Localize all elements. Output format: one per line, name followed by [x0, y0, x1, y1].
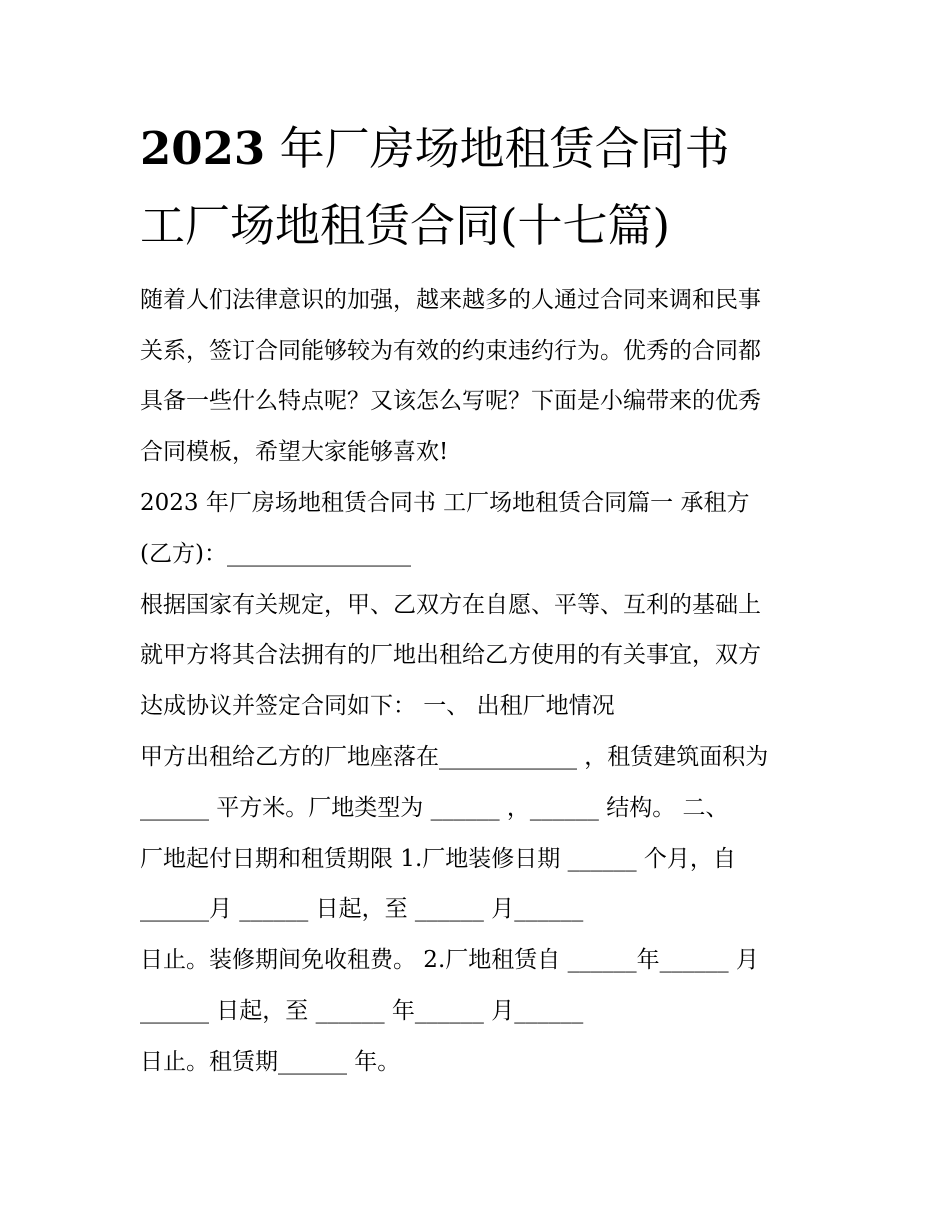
body-line-7: 根据国家有关规定，甲、乙双方在自愿、平等、互利的基础上 — [140, 592, 761, 618]
body-line-15: ______ 日起，至 ______ 年______ 月______ — [140, 998, 584, 1024]
body-line-13: ______月 ______ 日起，至 ______ 月______ — [140, 896, 584, 922]
body-line-5: 2023 年厂房场地租赁合同书 工厂场地租赁合同篇一 承租方 — [140, 490, 750, 516]
body-line-14: 日止。装修期间免收租费。 2.厂地租赁自 ______年______ 月 — [140, 947, 759, 973]
body-line-8: 就甲方将其合法拥有的厂地出租给乙方使用的有关事宜，双方 — [140, 642, 761, 668]
body-line-12: 厂地起付日期和租赁期限 1.厂地装修日期 ______ 个月，自 — [140, 846, 736, 872]
document-title-line-1 — [140, 122, 730, 175]
body-line-11: ______ 平方米。厂地类型为 ______ ，______ 结构。 二、 — [140, 795, 729, 821]
body-line-16: 日止。租赁期______ 年。 — [140, 1049, 401, 1075]
body-line-10: 甲方出租给乙方的厂地座落在____________ ，租赁建筑面积为 — [140, 744, 769, 770]
body-line-2: 关系，签订合同能够较为有效的约束违约行为。优秀的合同都 — [140, 338, 761, 364]
body-line-3: 具备一些什么特点呢？又该怎么写呢？下面是小编带来的优秀 — [140, 388, 761, 414]
title-year: 2023 — [140, 122, 266, 175]
body-line-9: 达成协议并签定合同如下： 一、 出租厂地情况 — [140, 693, 615, 719]
body-line-1: 随着人们法律意识的加强，越来越多的人通过合同来调和民事 — [140, 287, 761, 313]
body-line-6: (乙方)：________________ — [140, 541, 411, 567]
title-line-1-text: 年厂房场地租赁合同书 — [279, 122, 730, 175]
body-line-4: 合同模板，希望大家能够喜欢! — [140, 439, 449, 465]
document-title-line-2: 工厂场地租赁合同(十七篇) — [140, 199, 671, 252]
